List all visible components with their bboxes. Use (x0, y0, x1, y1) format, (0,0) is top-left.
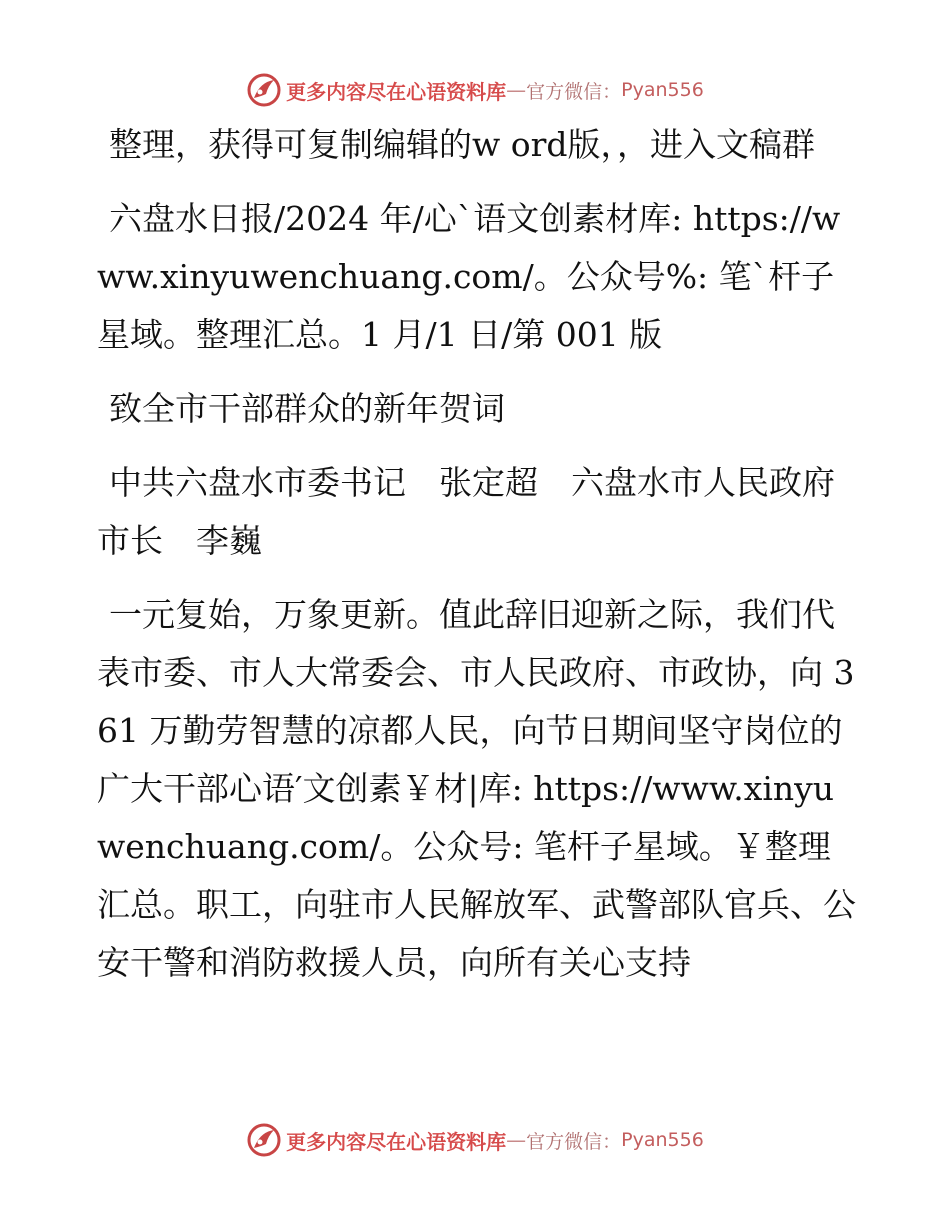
article-authors: 中共六盘水市委书记 张定超 六盘水市人民政府市长 李巍 (97, 463, 835, 560)
paragraph-source: 六盘水日报/2024 年/心`语文创素材库: https://www.xinyuwenchuang.com/。公众号%: 笔`杆子星域。整理汇总。1 月/1 日/第 001 版 (97, 199, 841, 354)
watermark-wechat-id: Pyan556 (621, 1129, 704, 1151)
watermark-separator: — (506, 78, 527, 102)
watermark-wechat-label: 官方微信： (526, 1130, 622, 1153)
footer-watermark (0, 1120, 950, 1160)
article-title: 致全市干部群众的新年贺词 (109, 389, 505, 428)
brand-logo-icon (246, 1122, 282, 1158)
header-watermark (0, 70, 950, 110)
paragraph-body: 一元复始，万象更新。值此辞旧迎新之际，我们代表市委、市人大常委会、市人民政府、市政协，向 361 万勤劳智慧的凉都人民，向节日期间坚守岗位的广大干部心语′文创素￥材|库: https://www.xinyuwenchuang.com/。公众号: 笔杆子星域。￥整理汇总。职工，向驻市人民解放军、武警部队官兵、公安干警和消防救援人员，向所有关心支持 (97, 595, 856, 982)
watermark-separator: — (506, 1128, 527, 1152)
document-body (97, 116, 857, 1008)
watermark-wechat-label: 官方微信： (526, 80, 622, 103)
watermark-title: 更多内容尽在心语资料库 (286, 1129, 507, 1154)
watermark-wechat-id: Pyan556 (621, 79, 704, 101)
watermark-title: 更多内容尽在心语资料库 (286, 79, 507, 104)
brand-logo-icon (246, 72, 282, 108)
paragraph-intro: 整理，获得可复制编辑的w ord版，，进入文稿群 (109, 125, 816, 164)
